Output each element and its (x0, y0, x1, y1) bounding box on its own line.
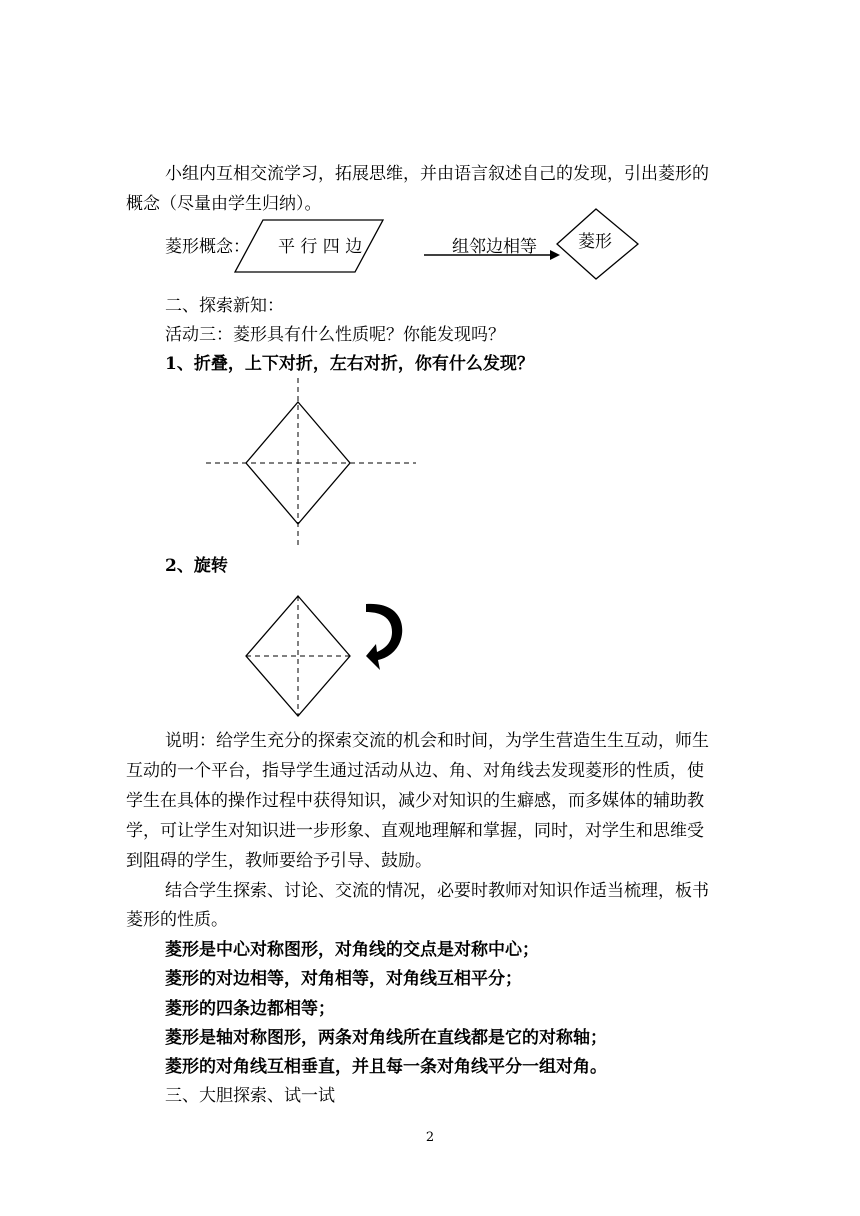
step1-text: 1、折叠，上下对折，左右对折，你有什么发现？ (165, 354, 534, 374)
intro-line-2: 概念（尽量由学生归纳）。 (126, 194, 322, 214)
summary-line-1: 结合学生探索、讨论、交流的情况，必要时教师对知识作适当梳理，板书 (165, 881, 709, 901)
fold-rhombus-diagram (200, 376, 420, 550)
property-item: 菱形的对角线互相垂直，并且每一条对角线平分一组对角。 (165, 1057, 607, 1077)
intro-line-1: 小组内互相交流学习，拓展思维，并由语言叙述自己的发现，引出菱形的 (165, 164, 709, 184)
activity3-text: 活动三：菱形具有什么性质呢？你能发现吗？ (165, 325, 505, 345)
summary-line-2: 菱形的性质。 (126, 910, 228, 930)
arrow-text: 组邻边相等 (452, 237, 537, 257)
property-item: 菱形是中心对称图形，对角线的交点是对称中心； (165, 940, 539, 960)
explanation-line-5: 到阻碍的学生，教师要给予引导、鼓励。 (126, 851, 432, 871)
parallelogram-text: 平 行 四 边 (278, 237, 363, 257)
step2-text: 2、旋转 (165, 556, 228, 576)
property-item: 菱形的四条边都相等； (165, 999, 335, 1019)
page-number: 2 (425, 1130, 435, 1145)
rotate-rhombus-diagram (244, 594, 354, 720)
rotate-arrow-icon (360, 600, 408, 672)
property-item: 菱形是轴对称图形，两条对角线所在直线都是它的对称轴； (165, 1028, 607, 1048)
property-item: 菱形的对边相等，对角相等，对角线互相平分； (165, 969, 522, 989)
explanation-line-4: 学，可让学生对知识进一步形象、直观地理解和掌握，同时，对学生和思维受 (126, 821, 704, 841)
section2-heading: 二、探索新知： (165, 296, 284, 316)
concept-label: 菱形概念： (165, 237, 250, 257)
section3-heading: 三、大胆探索、试一试 (165, 1086, 335, 1106)
explanation-line-2: 互动的一个平台，指导学生通过活动从边、角、对角线去发现菱形的性质，使 (126, 761, 704, 781)
rhombus-text: 菱形 (578, 232, 612, 252)
arrow-right-icon (424, 248, 564, 262)
explanation-line-3: 学生在具体的操作过程中获得知识，减少对知识的生癖感，而多媒体的辅助教 (126, 791, 704, 811)
explanation-line-1: 说明：给学生充分的探索交流的机会和时间，为学生营造生生互动，师生 (165, 731, 709, 751)
